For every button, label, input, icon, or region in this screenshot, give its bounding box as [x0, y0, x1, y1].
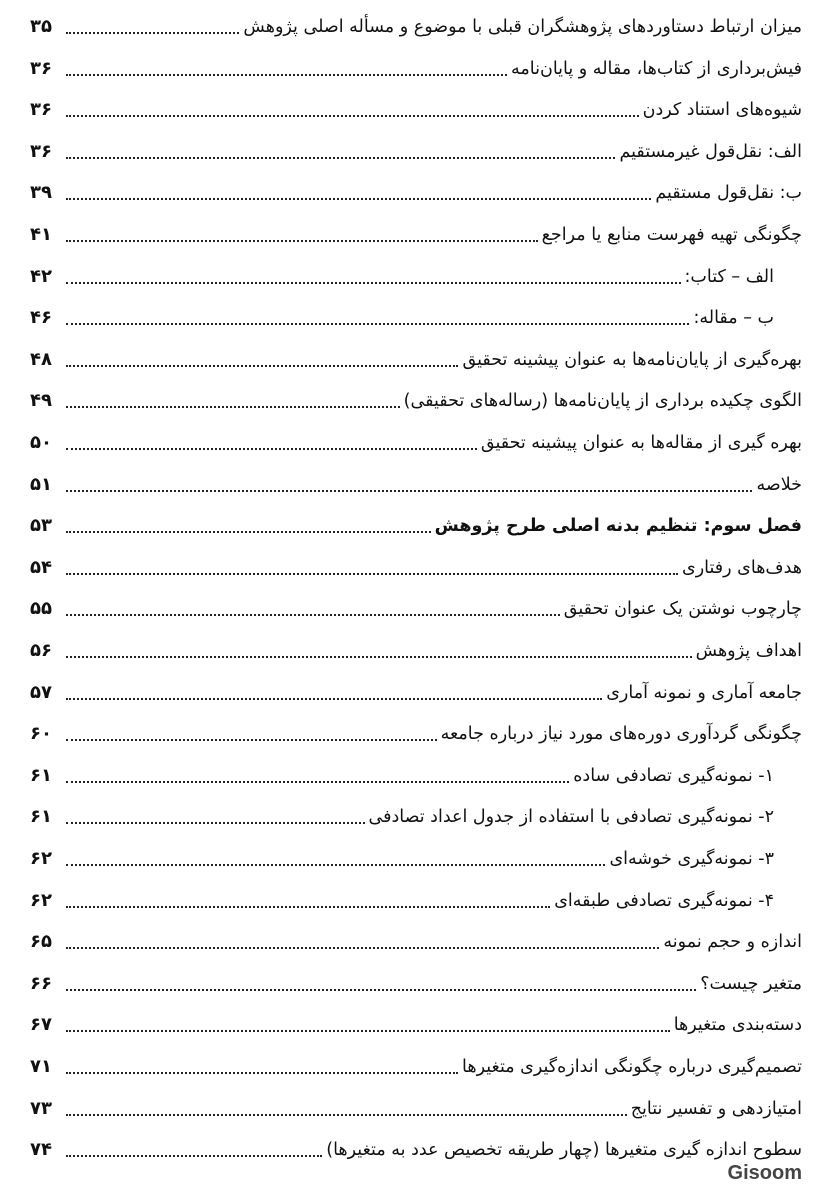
- toc-entry-page: ۴۱: [30, 224, 52, 245]
- dot-leader: [66, 490, 752, 492]
- toc-entry-page: ۳۶: [30, 99, 52, 121]
- toc-entry: [30, 250, 802, 290]
- toc-entry: [30, 582, 802, 622]
- logo-text-main: Gis: [727, 1162, 760, 1184]
- toc-entry-page: ۴۹: [30, 390, 52, 412]
- dot-leader: [66, 822, 365, 824]
- dot-leader: [66, 1072, 458, 1074]
- dot-leader: [66, 906, 550, 908]
- toc-entry: [30, 1123, 802, 1163]
- toc-entry-page: ۶۰: [30, 723, 52, 745]
- toc-entry-title: چگونگی گردآوری دوره‌های مورد نیاز درباره جامعه: [440, 724, 802, 745]
- toc-entry-title: سطوح اندازه گیری متغیرها (چهار طریقه تخصیص عدد به متغیرها): [326, 1140, 802, 1161]
- toc-entry-page: ۴۸: [30, 348, 52, 370]
- dot-leader: [66, 157, 615, 159]
- toc-entry-page: ۳۵: [30, 16, 52, 37]
- toc-entry-page: ۶۲: [30, 889, 52, 911]
- dot-leader: [66, 115, 639, 117]
- toc-entry-title: چارچوب نوشتن یک عنوان تحقیق: [563, 599, 802, 620]
- toc-entry-page: ۳۹: [30, 182, 52, 204]
- toc-entry-page: ۵۳: [30, 515, 52, 537]
- dot-leader: [66, 531, 431, 533]
- dot-leader: [66, 947, 659, 949]
- toc-entry-title: بهره‌گیری از پایان‌نامه‌ها به عنوان پیشینه تحقیق: [462, 349, 802, 370]
- dot-leader: [66, 448, 477, 450]
- toc-entry-page: ۷۳: [30, 1097, 52, 1119]
- toc-entry: [30, 749, 802, 789]
- toc-entry-title: فصل سوم: تنظیم بدنه اصلی طرح پژوهش: [434, 516, 802, 537]
- toc-entry-title: اهداف پژوهش: [695, 641, 802, 661]
- toc-entry-title: شیوه‌های استناد کردن: [642, 100, 802, 121]
- toc-entry: [30, 499, 802, 539]
- toc-entry-title: متغیر چیست؟: [700, 973, 802, 994]
- toc-entry-page: ۵۱: [30, 473, 52, 495]
- toc-entry: [30, 832, 802, 872]
- toc-entry: [30, 416, 802, 456]
- dot-leader: [66, 74, 507, 76]
- dot-leader: [66, 198, 651, 200]
- toc-entry: [30, 208, 802, 248]
- dot-leader: [66, 781, 569, 783]
- toc-entry-page: ۶۷: [30, 1014, 52, 1036]
- toc-entry: [30, 957, 802, 997]
- toc-entry: [30, 666, 802, 706]
- toc-entry: [30, 1082, 802, 1122]
- toc-entry: [30, 42, 802, 82]
- toc-entry-title: ب: نقل‌قول مستقیم: [655, 183, 802, 204]
- toc-entry-title: هدف‌های رفتاری: [682, 557, 802, 578]
- toc-entry: [30, 291, 802, 331]
- dot-leader: [66, 32, 239, 34]
- toc-entry-title: اندازه و حجم نمونه: [663, 932, 802, 953]
- toc-entry-page: ۶۶: [30, 972, 52, 994]
- toc-entry: [30, 0, 802, 40]
- toc-entry: [30, 624, 802, 664]
- toc-entry-title: الف – کتاب:: [684, 266, 774, 287]
- toc-entry: [30, 541, 802, 581]
- toc-entry-title: میزان ارتباط دستاوردهای پژوهشگران قبلی با موضوع و مسأله اصلی پژوهش: [243, 17, 802, 37]
- toc-entry-page: ۵۴: [30, 556, 52, 578]
- toc-entry: [30, 374, 802, 414]
- toc-entry-page: ۷۱: [30, 1056, 52, 1077]
- toc-entry: [30, 125, 802, 165]
- toc-entry-title: ب – مقاله:: [693, 308, 774, 329]
- dot-leader: [66, 698, 602, 700]
- dot-leader: [66, 614, 560, 616]
- toc-entry: [30, 83, 802, 123]
- toc-entry-page: ۶۲: [30, 848, 52, 869]
- toc-entry: [30, 458, 802, 498]
- toc-entry-page: ۴۲: [30, 265, 52, 287]
- dot-leader: [66, 573, 678, 575]
- dot-leader: [66, 989, 696, 991]
- toc-entry-title: ۱- نمونه‌گیری تصادفی ساده: [573, 765, 774, 786]
- dot-leader: [66, 1155, 322, 1157]
- toc-entry-title: دسته‌بندی متغیرها: [673, 1015, 802, 1036]
- toc-entry-page: ۳۶: [30, 57, 52, 79]
- toc-entry-title: فیش‌برداری از کتاب‌ها، مقاله و پایان‌نامه: [511, 58, 802, 79]
- toc-entry-page: ۶۱: [30, 764, 52, 786]
- toc-entry-page: ۵۷: [30, 681, 52, 703]
- logo-text-rest: oom: [759, 1162, 802, 1184]
- toc-entry-title: جامعه آماری و نمونه آماری: [606, 682, 802, 703]
- dot-leader: [66, 1030, 670, 1032]
- dot-leader: [66, 864, 605, 866]
- toc-entry-title: امتیازدهی و تفسیر نتایج: [630, 1098, 802, 1119]
- toc-entry-page: ۴۶: [30, 307, 52, 329]
- toc-entry: [30, 790, 802, 830]
- dot-leader: [66, 739, 437, 741]
- toc-entry: [30, 874, 802, 914]
- dot-leader: [66, 282, 681, 284]
- toc-entry-page: ۵۰: [30, 432, 52, 453]
- toc-entry-title: ۲- نمونه‌گیری تصادفی با استفاده از جدول اعداد تصادفی: [368, 807, 774, 828]
- toc-entry-title: تصمیم‌گیری درباره چگونگی اندازه‌گیری متغیرها: [462, 1057, 802, 1077]
- toc-entry: [30, 707, 802, 747]
- toc-entry: [30, 915, 802, 955]
- toc-entry-page: ۵۶: [30, 640, 52, 661]
- dot-leader: [66, 1114, 627, 1116]
- toc-entry-title: خلاصه: [756, 474, 802, 495]
- toc-entry-title: ۴- نمونه‌گیری تصادفی طبقه‌ای: [554, 890, 774, 911]
- toc-entry: [30, 1040, 802, 1080]
- toc-entry: [30, 998, 802, 1038]
- toc-entry: [30, 166, 802, 206]
- dot-leader: [66, 323, 689, 325]
- toc-entry-title: الف: نقل‌قول غیرمستقیم: [619, 141, 802, 162]
- toc-entry: [30, 333, 802, 373]
- toc-entry-title: چگونگی تهیه فهرست منابع یا مراجع: [541, 225, 802, 245]
- toc-entry-title: الگوی چکیده برداری از پایان‌نامه‌ها (رساله‌های تحقیقی): [403, 391, 802, 412]
- gisoom-logo: [728, 1162, 802, 1185]
- toc-entry-title: بهره گیری از مقاله‌ها به عنوان پیشینه تحقیق: [480, 433, 802, 453]
- toc-entry-title: ۳- نمونه‌گیری خوشه‌ای: [609, 849, 774, 869]
- dot-leader: [66, 365, 458, 367]
- dot-leader: [66, 406, 400, 408]
- toc-entry-page: ۷۴: [30, 1139, 52, 1161]
- dot-leader: [66, 656, 692, 658]
- toc-entry-page: ۵۵: [30, 598, 52, 620]
- toc-entry-page: ۶۵: [30, 931, 52, 953]
- dot-leader: [66, 240, 538, 242]
- toc-entry-page: ۳۶: [30, 140, 52, 162]
- toc-entry-page: ۶۱: [30, 806, 52, 828]
